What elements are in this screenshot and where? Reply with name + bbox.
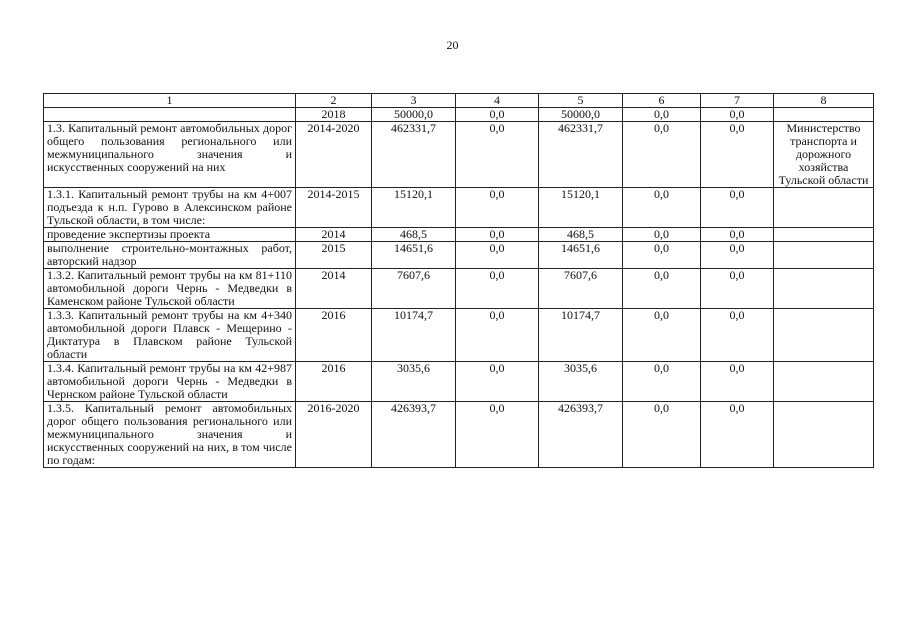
column-header: 8 (774, 94, 874, 108)
local-cell: 0,0 (623, 362, 701, 402)
period-cell: 2015 (296, 242, 372, 269)
local-cell: 0,0 (623, 402, 701, 468)
total-cell: 462331,7 (372, 122, 456, 188)
other-cell: 0,0 (701, 228, 774, 242)
other-cell: 0,0 (701, 402, 774, 468)
local-cell: 0,0 (623, 228, 701, 242)
table-row (44, 108, 874, 122)
table-row (44, 309, 874, 362)
page-number: 20 (446, 38, 459, 52)
header-row (44, 94, 874, 108)
period-cell: 2014-2020 (296, 122, 372, 188)
column-header: 7 (701, 94, 774, 108)
total-cell: 15120,1 (372, 188, 456, 228)
local-cell: 0,0 (623, 122, 701, 188)
regional-cell: 14651,6 (539, 242, 623, 269)
item-name-cell: проведение экспертизы проекта (44, 228, 296, 242)
federal-cell: 0,0 (456, 108, 539, 122)
total-cell: 10174,7 (372, 309, 456, 362)
executor-cell: Министерство транспорта и дорожного хозяйства Тульской области (774, 122, 874, 188)
executor-cell (774, 242, 874, 269)
table-row (44, 362, 874, 402)
regional-cell: 426393,7 (539, 402, 623, 468)
regional-cell: 7607,6 (539, 269, 623, 309)
local-cell: 0,0 (623, 108, 701, 122)
item-name-cell: 1.3. Капитальный ремонт автомобильных дорог общего пользования регионального или межмуниципального значения и искусственных сооружений на них (44, 122, 296, 188)
executor-cell (774, 362, 874, 402)
executor-cell (774, 108, 874, 122)
other-cell: 0,0 (701, 362, 774, 402)
period-cell: 2016 (296, 362, 372, 402)
local-cell: 0,0 (623, 242, 701, 269)
period-cell: 2014 (296, 269, 372, 309)
executor-cell (774, 228, 874, 242)
local-cell: 0,0 (623, 269, 701, 309)
period-cell: 2014-2015 (296, 188, 372, 228)
column-header: 1 (44, 94, 296, 108)
regional-cell: 50000,0 (539, 108, 623, 122)
item-name-cell: 1.3.5. Капитальный ремонт автомобильных дорог общего пользования регионального или межмуниципального значения и искусственных сооружений на них, в том числе по годам: (44, 402, 296, 468)
table-row (44, 242, 874, 269)
column-header: 5 (539, 94, 623, 108)
total-cell: 7607,6 (372, 269, 456, 309)
federal-cell: 0,0 (456, 228, 539, 242)
federal-cell: 0,0 (456, 122, 539, 188)
period-cell: 2016 (296, 309, 372, 362)
column-header: 4 (456, 94, 539, 108)
executor-cell (774, 188, 874, 228)
column-header: 6 (623, 94, 701, 108)
total-cell: 50000,0 (372, 108, 456, 122)
table-row (44, 402, 874, 468)
budget-table (43, 93, 874, 468)
federal-cell: 0,0 (456, 362, 539, 402)
executor-cell (774, 402, 874, 468)
period-cell: 2018 (296, 108, 372, 122)
other-cell: 0,0 (701, 188, 774, 228)
other-cell: 0,0 (701, 122, 774, 188)
item-name-cell: 1.3.4. Капитальный ремонт трубы на км 42+987 автомобильной дороги Чернь - Медведки в Чернском районе Тульской области (44, 362, 296, 402)
item-name-cell: 1.3.1. Капитальный ремонт трубы на км 4+007 подъезда к н.п. Гурово в Алексинском районе Тульской области, в том числе: (44, 188, 296, 228)
executor-cell (774, 269, 874, 309)
total-cell: 14651,6 (372, 242, 456, 269)
federal-cell: 0,0 (456, 269, 539, 309)
executor-cell (774, 309, 874, 362)
total-cell: 426393,7 (372, 402, 456, 468)
period-cell: 2016-2020 (296, 402, 372, 468)
regional-cell: 3035,6 (539, 362, 623, 402)
period-cell: 2014 (296, 228, 372, 242)
total-cell: 3035,6 (372, 362, 456, 402)
federal-cell: 0,0 (456, 309, 539, 362)
table-row (44, 269, 874, 309)
table-row (44, 228, 874, 242)
other-cell: 0,0 (701, 309, 774, 362)
regional-cell: 468,5 (539, 228, 623, 242)
total-cell: 468,5 (372, 228, 456, 242)
column-header: 3 (372, 94, 456, 108)
local-cell: 0,0 (623, 309, 701, 362)
item-name-cell: 1.3.2. Капитальный ремонт трубы на км 81+110 автомобильной дороги Чернь - Медведки в Каменском районе Тульской области (44, 269, 296, 309)
item-name-cell: выполнение строительно-монтажных работ, авторский надзор (44, 242, 296, 269)
table-row (44, 188, 874, 228)
regional-cell: 462331,7 (539, 122, 623, 188)
regional-cell: 10174,7 (539, 309, 623, 362)
table-row (44, 122, 874, 188)
item-name-cell (44, 108, 296, 122)
column-header: 2 (296, 94, 372, 108)
local-cell: 0,0 (623, 188, 701, 228)
federal-cell: 0,0 (456, 402, 539, 468)
other-cell: 0,0 (701, 242, 774, 269)
federal-cell: 0,0 (456, 242, 539, 269)
item-name-cell: 1.3.3. Капитальный ремонт трубы на км 4+340 автомобильной дороги Плавск - Мещерино - Диктатура в Плавском районе Тульской области (44, 309, 296, 362)
federal-cell: 0,0 (456, 188, 539, 228)
regional-cell: 15120,1 (539, 188, 623, 228)
other-cell: 0,0 (701, 269, 774, 309)
other-cell: 0,0 (701, 108, 774, 122)
